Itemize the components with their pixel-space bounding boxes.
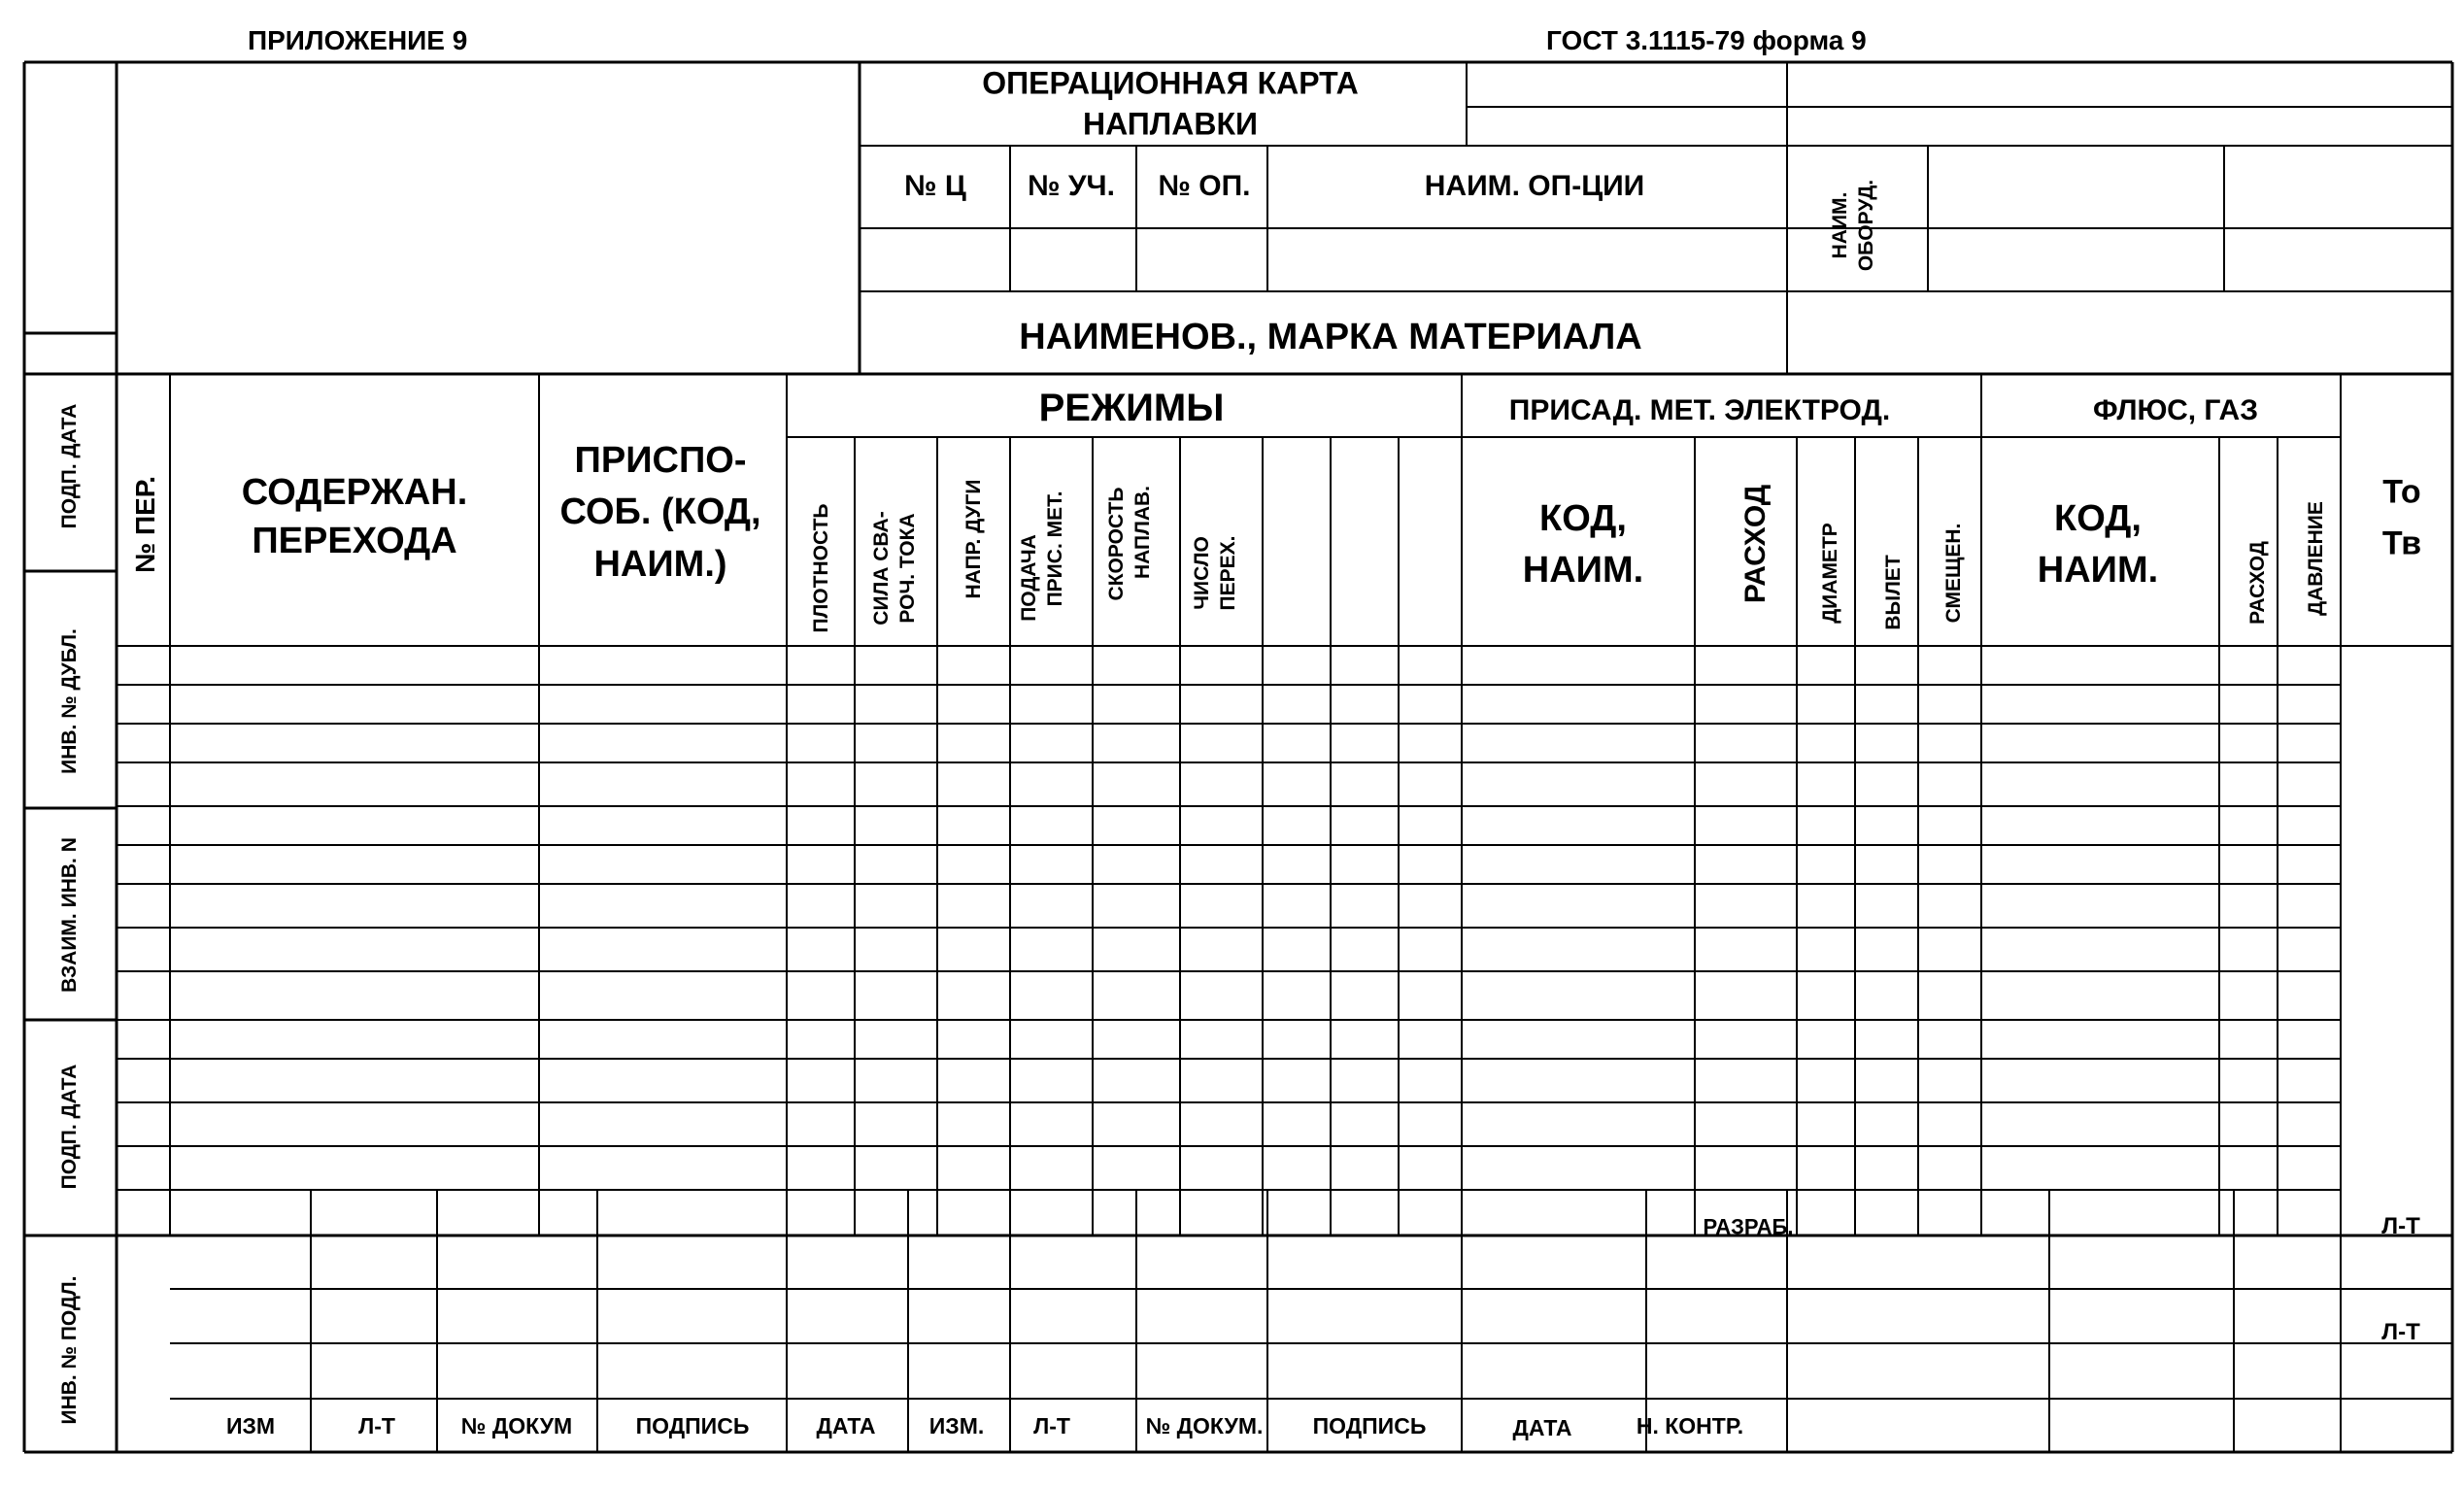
content-header-line-2: ПЕРЕХОДА (252, 521, 457, 562)
footer-norm-control: Н. КОНТР. (1636, 1412, 1744, 1438)
fixture-header-line-2: СОБ. (КОД, (559, 491, 761, 533)
sheet-label-2: Л-Т (2381, 1319, 2420, 1346)
filler-consumption-header: РАСХОД (1738, 484, 1772, 604)
footer-date-1: ДАТА (816, 1412, 876, 1438)
operation-name-header: НАИМ. ОП-ЦИИ (1424, 169, 1645, 202)
material-header: НАИМЕНОВ., МАРКА МАТЕРИАЛА (1019, 317, 1642, 358)
developed-label: РАЗРАБ. (1703, 1214, 1794, 1239)
fixture-header-line-3: НАИМ.) (593, 544, 727, 586)
section-no-header: № УЧ. (1028, 169, 1115, 202)
modes-header: РЕЖИМЫ (1038, 387, 1225, 429)
current-header-line-1: СИЛА СВА- (869, 511, 893, 626)
filler-header: ПРИСАД. МЕТ. ЭЛЕКТРОД. (1508, 393, 1891, 426)
sheet-label-1: Л-Т (2381, 1213, 2420, 1240)
offset-header: СМЕЩЕН. (1941, 523, 1965, 624)
footer-signature-2: ПОДПИСЬ (1312, 1412, 1427, 1438)
flux-code-header-line-1: КОД, (2054, 498, 2142, 540)
passes-header-line-2: ПЕРЕХ. (1216, 535, 1239, 611)
footer-change-2: ИЗМ. (928, 1412, 985, 1438)
time-header-line-1: То (2382, 473, 2421, 511)
footer-sheet-1: Л-Т (358, 1412, 395, 1438)
current-header-line-2: РОЧ. ТОКА (895, 513, 919, 624)
margin-inv-orig: ИНВ. № ПОДЛ. (57, 1275, 81, 1425)
content-header-line-1: СОДЕРЖАН. (241, 472, 468, 514)
footer-doc-no-2: № ДОКУМ. (1145, 1412, 1264, 1438)
speed-header-line-1: СКОРОСТЬ (1104, 487, 1128, 601)
feed-header-line-2: ПРИС. МЕТ. (1043, 491, 1066, 607)
card-title-line-2: НАПЛАВКИ (1083, 106, 1258, 142)
flux-consumption-header: РАСХОД (2245, 541, 2269, 625)
equipment-header-line-1: НАИМ. (1828, 191, 1851, 259)
operation-no-header: № ОП. (1158, 169, 1251, 202)
appendix-label: ПРИЛОЖЕНИЕ 9 (248, 24, 468, 55)
margin-mutual-inv: ВЗАИМ. ИНВ. N (57, 837, 81, 993)
flux-header: ФЛЮС, ГАЗ (2093, 393, 2258, 426)
margin-sign-date-1: ПОДП. ДАТА (57, 403, 81, 529)
footer-change-1: ИЗМ (225, 1412, 276, 1438)
footer-signature-1: ПОДПИСЬ (635, 1412, 750, 1438)
flux-code-header-line-2: НАИМ. (2037, 550, 2159, 592)
diameter-header: ДИАМЕТР (1818, 523, 1841, 624)
footer-date-2: ДАТА (1512, 1414, 1572, 1440)
arc-voltage-header: НАПР. ДУГИ (962, 479, 985, 599)
filler-code-header-line-1: КОД, (1539, 498, 1627, 540)
shop-no-header: № Ц (904, 169, 966, 202)
feed-header-line-1: ПОДАЧА (1017, 534, 1040, 622)
margin-sign-date-2: ПОДП. ДАТА (57, 1064, 81, 1190)
density-header: ПЛОТНОСТЬ (809, 503, 832, 633)
passes-header-line-1: ЧИСЛО (1190, 536, 1213, 610)
step-no-header: № ПЕР. (129, 475, 160, 574)
time-header-line-2: Тв (2381, 525, 2422, 562)
card-title-line-1: ОПЕРАЦИОННАЯ КАРТА (982, 65, 1359, 101)
filler-code-header-line-2: НАИМ. (1522, 550, 1644, 592)
fixture-header-line-1: ПРИСПО- (574, 440, 747, 482)
speed-header-line-2: НАПЛАВ. (1131, 485, 1154, 580)
pressure-header: ДАВЛЕНИЕ (2304, 501, 2327, 616)
footer-doc-no-1: № ДОКУМ (460, 1412, 573, 1438)
margin-inv-dup: ИНВ. № ДУБЛ. (57, 628, 81, 774)
stickout-header: ВЫЛЕТ (1881, 555, 1905, 630)
equipment-header-line-2: ОБОРУД. (1854, 179, 1877, 272)
footer-sheet-2: Л-Т (1033, 1412, 1070, 1438)
gost-label: ГОСТ 3.1115-79 форма 9 (1546, 24, 1867, 55)
